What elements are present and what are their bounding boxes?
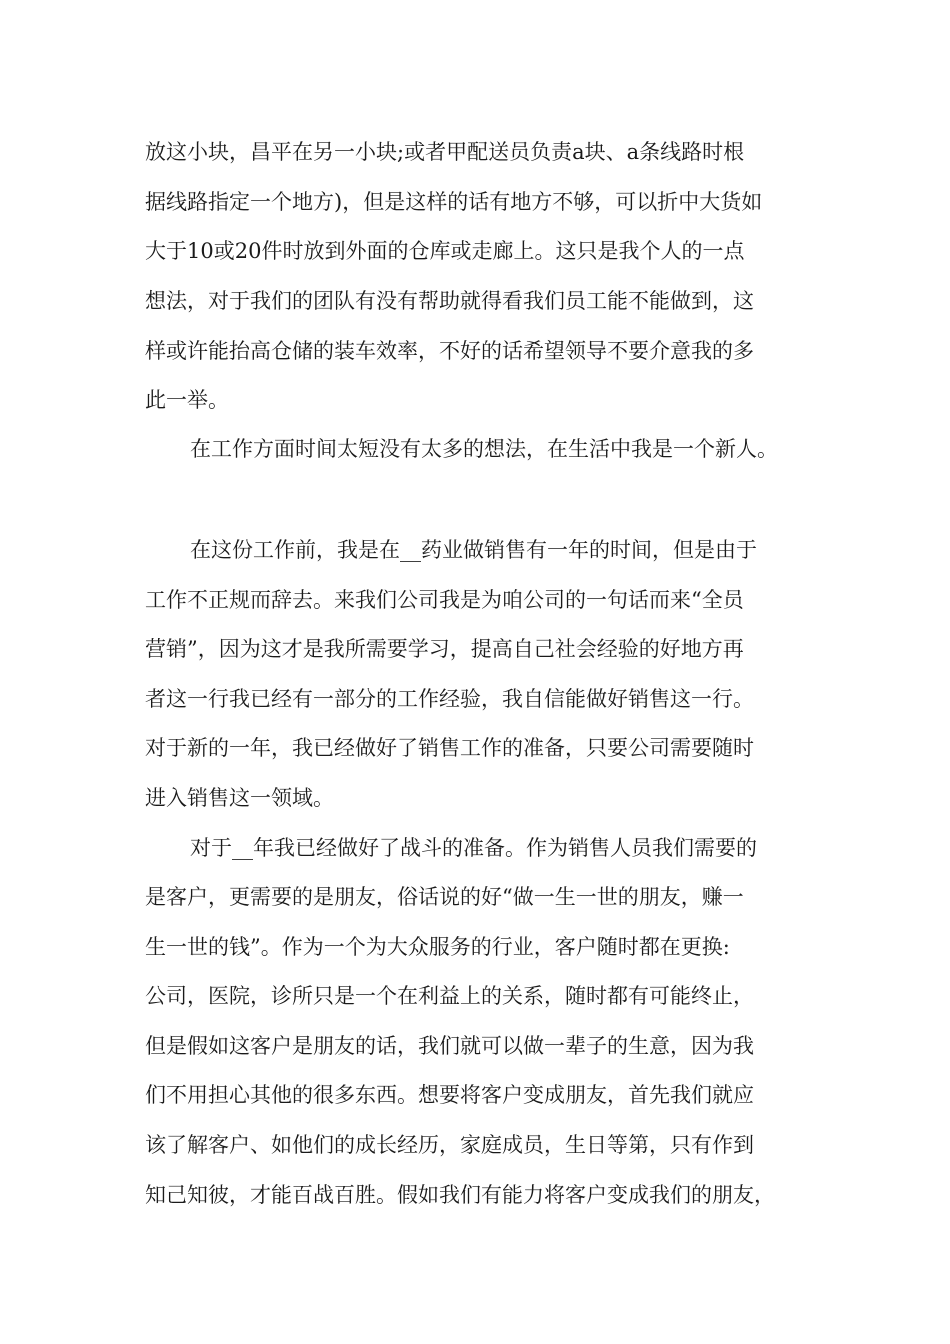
text-line-6: 此一举。 bbox=[145, 388, 229, 412]
text-line-12: 对于新的一年，我已经做好了销售工作的准备，只要公司需要随时 bbox=[145, 736, 754, 760]
text-line-19: 们不用担心其他的很多东西。想要将客户变成朋友，首先我们就应 bbox=[145, 1083, 754, 1107]
text-line-3: 大于10或20件时放到外面的仓库或走廊上。这只是我个人的一点 bbox=[145, 239, 745, 263]
text-line-21: 知己知彼，才能百战百胜。假如我们有能力将客户变成我们的朋友， bbox=[145, 1183, 775, 1207]
text-line-2: 据线路指定一个地方)，但是这样的话有地方不够，可以折中大货如 bbox=[145, 190, 763, 214]
text-line-17: 公司，医院，诊所只是一个在利益上的关系，随时都有可能终止， bbox=[145, 984, 754, 1008]
text-line-9: 工作不正规而辞去。来我们公司我是为咱公司的一句话而来“全员 bbox=[145, 588, 744, 612]
text-line-7: 在工作方面时间太短没有太多的想法，在生活中我是一个新人。 bbox=[190, 437, 778, 461]
text-line-5: 样或许能抬高仓储的装车效率，不好的话希望领导不要介意我的多 bbox=[145, 339, 754, 363]
text-line-8: 在这份工作前，我是在__药业做销售有一年的时间，但是由于 bbox=[190, 538, 757, 562]
text-line-10: 营销”，因为这才是我所需要学习，提高自己社会经验的好地方再 bbox=[145, 637, 744, 661]
text-line-13: 进入销售这一领域。 bbox=[145, 786, 334, 810]
text-line-20: 该了解客户、如他们的成长经历，家庭成员，生日等第，只有作到 bbox=[145, 1133, 754, 1157]
text-line-18: 但是假如这客户是朋友的话，我们就可以做一辈子的生意，因为我 bbox=[145, 1034, 754, 1058]
text-line-16: 生一世的钱”。作为一个为大众服务的行业，客户随时都在更换: bbox=[145, 935, 730, 959]
text-line-4: 想法，对于我们的团队有没有帮助就得看我们员工能不能做到，这 bbox=[145, 289, 754, 313]
text-line-11: 者这一行我已经有一部分的工作经验，我自信能做好销售这一行。 bbox=[145, 687, 754, 711]
text-line-14: 对于__年我已经做好了战斗的准备。作为销售人员我们需要的 bbox=[190, 836, 757, 860]
text-line-15: 是客户，更需要的是朋友，俗话说的好“做一生一世的朋友，赚一 bbox=[145, 885, 744, 909]
text-line-1: 放这小块，昌平在另一小块;或者甲配送员负责a块、a条线路时根 bbox=[145, 140, 745, 164]
